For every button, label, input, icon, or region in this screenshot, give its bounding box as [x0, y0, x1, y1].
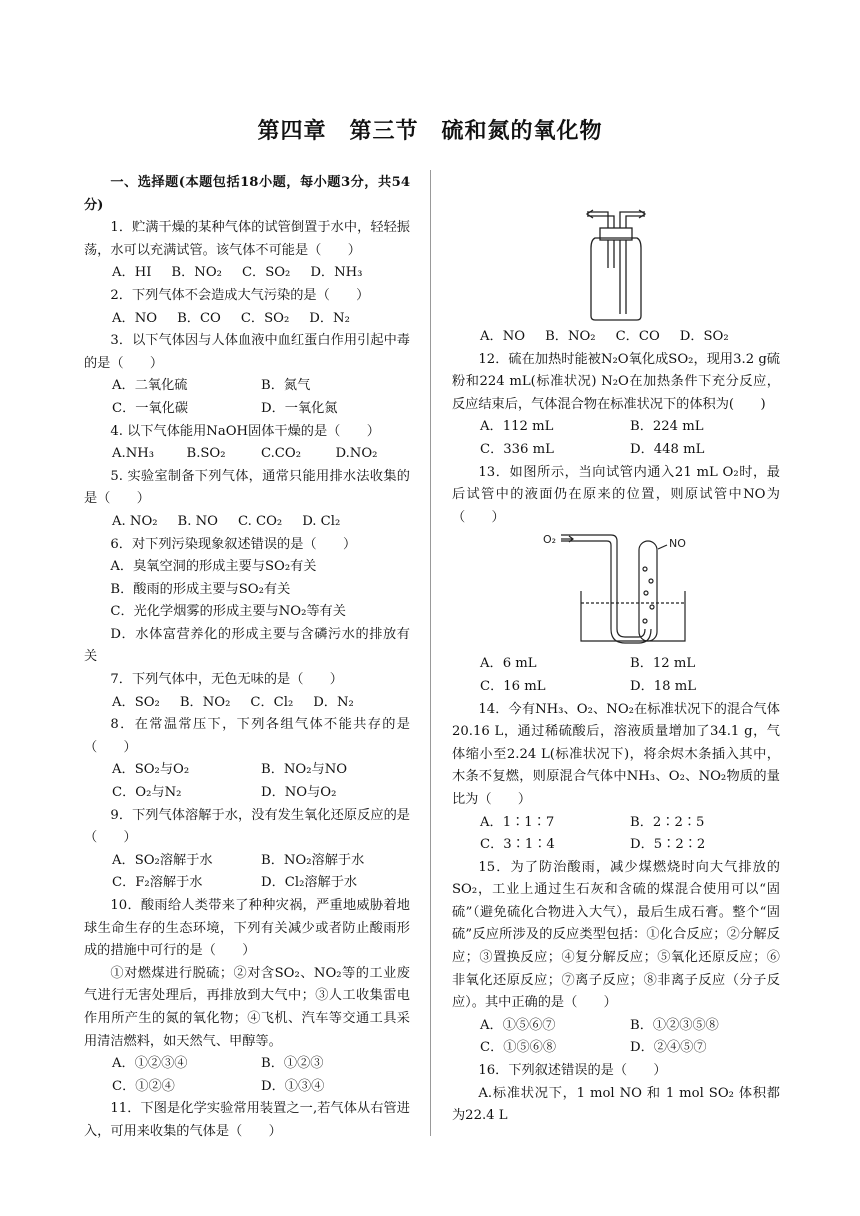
option: D．①③④ — [261, 1078, 325, 1094]
question-3: 3．以下气体因与人体血液中血红蛋白作用引起中毒的是（ ） — [84, 333, 410, 371]
options-15b — [452, 1037, 780, 1060]
options-7 — [84, 692, 410, 715]
option: D．18 mL — [630, 678, 696, 694]
question-8: 8．在常温常压下，下列各组气体不能共存的是（ ） — [84, 717, 410, 755]
option: B．NO₂ — [171, 265, 222, 281]
options-8b — [84, 782, 410, 805]
question-5: 5. 实验室制备下列气体，通常只能用排水法收集的是（ ） — [84, 468, 410, 507]
column-divider — [430, 170, 431, 1136]
question-10: 10．酸雨给人类带来了种种灾祸，严重地威胁着地球生命生存的生态环境，下列有关减少或者防止酸雨形成的措施中可行的是（ ） — [84, 898, 410, 959]
option: C．SO₂ — [241, 265, 291, 281]
option: B．NO₂ — [545, 329, 596, 344]
option: C．①②④ — [112, 1078, 175, 1094]
options-12b — [452, 439, 780, 462]
option: B．酸雨的形成主要与SO₂有关 — [110, 581, 291, 597]
no-label: NO — [669, 537, 686, 551]
question-10-body: ①对燃煤进行脱硫；②对含SO₂、NO₂等的工业废气进行无害处理后，再排放到大气中；③人工收集雷电作用所产生的氮的氧化物；④飞机、汽车等交通工具采用清洁燃料，如天然气、甲醇等。 — [84, 965, 410, 1049]
options-15a — [452, 1015, 780, 1038]
option: A．二氧化硫 — [112, 378, 188, 394]
option: A．NO — [480, 329, 526, 344]
option: A．1∶1∶7 — [480, 814, 555, 830]
option: A．HI — [112, 265, 152, 281]
option: B．224 mL — [630, 419, 704, 435]
option: A．①⑤⑥⑦ — [480, 1017, 556, 1033]
question-15: 15．为了防治酸雨，减少煤燃烧时向大气排放的SO₂，工业上通过生石灰和含硫的煤混合使用可以“固硫”（避免硫化合物进入大气），最后生成石膏。整个“固硫”反应所涉及的反应类型包括：①化合反应；②分解反应；③置换反应；④复分解反应；⑤氧化还原反应；⑥非氧化还原反应；⑦离子反应；⑧非离子反应（分子反应）。其中正确的是（ ） — [452, 859, 780, 1011]
options-12a — [452, 416, 780, 439]
options-14b — [452, 834, 780, 857]
question-12: 12．硫在加热时能被N₂O氧化成SO₂，现用3.2 g硫粉和224 mL(标准状况) N₂O在加热条件下充分反应，反应结束后，气体混合物在标准状况下的体积为( ) — [452, 351, 780, 412]
question-4: 4. 以下气体能用NaOH固体干燥的是（ ） — [110, 423, 380, 439]
option: D．NO与O₂ — [261, 785, 337, 801]
option: D．SO₂ — [679, 329, 729, 344]
question-9: 9．下列气体溶解于水，没有发生氧化还原反应的是（ ） — [84, 807, 410, 846]
option: D．448 mL — [630, 441, 705, 457]
option: B.SO₂ — [186, 446, 226, 462]
option: C．F₂溶解于水 — [112, 875, 203, 891]
option: A．SO₂与O₂ — [112, 762, 190, 778]
question-2: 2．下列气体不会造成大气污染的是（ ） — [110, 287, 370, 303]
option: A．①②③④ — [112, 1056, 188, 1072]
question-7: 7．下列气体中，无色无味的是（ ） — [110, 672, 343, 688]
option: A．NO — [112, 310, 158, 326]
options-8a — [84, 759, 410, 782]
option: D．②④⑤⑦ — [630, 1040, 707, 1056]
option: B．NO₂溶解于水 — [261, 852, 365, 868]
options-14a — [452, 812, 780, 835]
question-6: 6．对下列污染现象叙述错误的是（ ） — [110, 536, 357, 552]
options-5 — [84, 511, 410, 534]
option: D．Cl₂溶解于水 — [261, 875, 358, 891]
options-2 — [84, 308, 410, 331]
option: D．N₂ — [313, 694, 354, 710]
option: C．一氧化碳 — [112, 400, 189, 416]
option: C．CO — [615, 329, 660, 344]
option: D．水体富营养化的形成主要与含磷污水的排放有关 — [84, 626, 410, 665]
left-column — [84, 172, 410, 1144]
option: A．6 mL — [480, 656, 537, 672]
option: B．2∶2∶5 — [630, 814, 705, 830]
option: B．CO — [177, 310, 221, 326]
options-11 — [452, 326, 780, 349]
question-11: 11．下图是化学实验常用装置之一,若气体从右管进入，可用来收集的气体是（ ） — [84, 1101, 410, 1139]
option: C．336 mL — [480, 441, 554, 457]
option: D. Cl₂ — [302, 513, 341, 529]
option: A．SO₂溶解于水 — [112, 852, 213, 868]
gas-bottle-diagram — [581, 198, 651, 322]
option: B．①②③ — [261, 1056, 324, 1072]
option: D．一氧化氮 — [261, 400, 338, 416]
option: A．SO₂ — [112, 694, 160, 710]
option: B．NO₂与NO — [261, 762, 348, 778]
option: C．Cl₂ — [250, 694, 294, 710]
test-tube-diagram — [541, 529, 691, 647]
option: C．3∶1∶4 — [480, 837, 555, 853]
options-10b — [84, 1076, 410, 1099]
option: D．5∶2∶2 — [630, 837, 706, 853]
option: C．①⑤⑥⑧ — [480, 1040, 557, 1056]
option: C．SO₂ — [240, 310, 290, 326]
right-column — [452, 172, 780, 1128]
option: C．O₂与N₂ — [112, 785, 182, 801]
options-3b — [84, 398, 410, 421]
option: C．光化学烟雾的形成主要与NO₂等有关 — [110, 604, 346, 620]
option: B．氮气 — [261, 378, 311, 394]
option: B. NO — [177, 513, 218, 529]
option: D．NH₃ — [310, 265, 363, 281]
option: A.NH₃ — [112, 446, 155, 462]
options-9b — [84, 872, 410, 895]
options-3a — [84, 375, 410, 398]
section-heading: 一、选择题(本题包括18小题，每小题3分，共54分) — [84, 175, 410, 213]
option: B．12 mL — [630, 656, 696, 672]
o2-label: O₂ — [543, 533, 557, 547]
option: A．112 mL — [480, 419, 554, 435]
page-title: 第四章 第三节 硫和氮的氧化物 — [257, 118, 603, 144]
gas-bottle-figure — [452, 198, 780, 326]
question-14: 14．今有NH₃、O₂、NO₂在标准状况下的混合气体20.16 L，通过稀硫酸后，溶液质量增加了34.1 g，气体缩小至2.24 L(标准状况下)，将余烬木条插入其中，木条不复燃，则原混合气体中NH₃、O₂、NO₂物质的量比为（ ） — [452, 701, 780, 807]
option: B．NO₂ — [179, 694, 231, 710]
option: A.标准状况下，1 mol NO 和 1 mol SO₂ 体积都为22.4 L — [452, 1085, 780, 1124]
option: C．16 mL — [480, 678, 546, 694]
option: C.CO₂ — [261, 446, 301, 462]
options-1 — [84, 262, 410, 285]
question-13: 13．如图所示，当向试管内通入21 mL O₂时，最后试管中的液面仍在原来的位置，则原试管中NO为（ ） — [452, 464, 780, 525]
question-16: 16．下列叙述错误的是（ ） — [478, 1063, 667, 1079]
option: C. CO₂ — [237, 513, 283, 529]
options-13b — [452, 676, 780, 699]
options-4 — [84, 443, 410, 466]
option: D.NO₂ — [335, 446, 378, 462]
test-tube-figure — [452, 529, 780, 653]
option: A．臭氧空洞的形成主要与SO₂有关 — [110, 559, 317, 575]
options-9a — [84, 850, 410, 873]
options-13a — [452, 653, 780, 676]
option: A. NO₂ — [112, 513, 158, 529]
option: B．①②③⑤⑧ — [630, 1017, 719, 1033]
question-1: 1．贮满干燥的某种气体的试管倒置于水中，轻轻振荡，水可以充满试管。该气体不可能是（ ） — [84, 220, 410, 258]
options-10a — [84, 1053, 410, 1076]
option: D．N₂ — [309, 310, 350, 326]
